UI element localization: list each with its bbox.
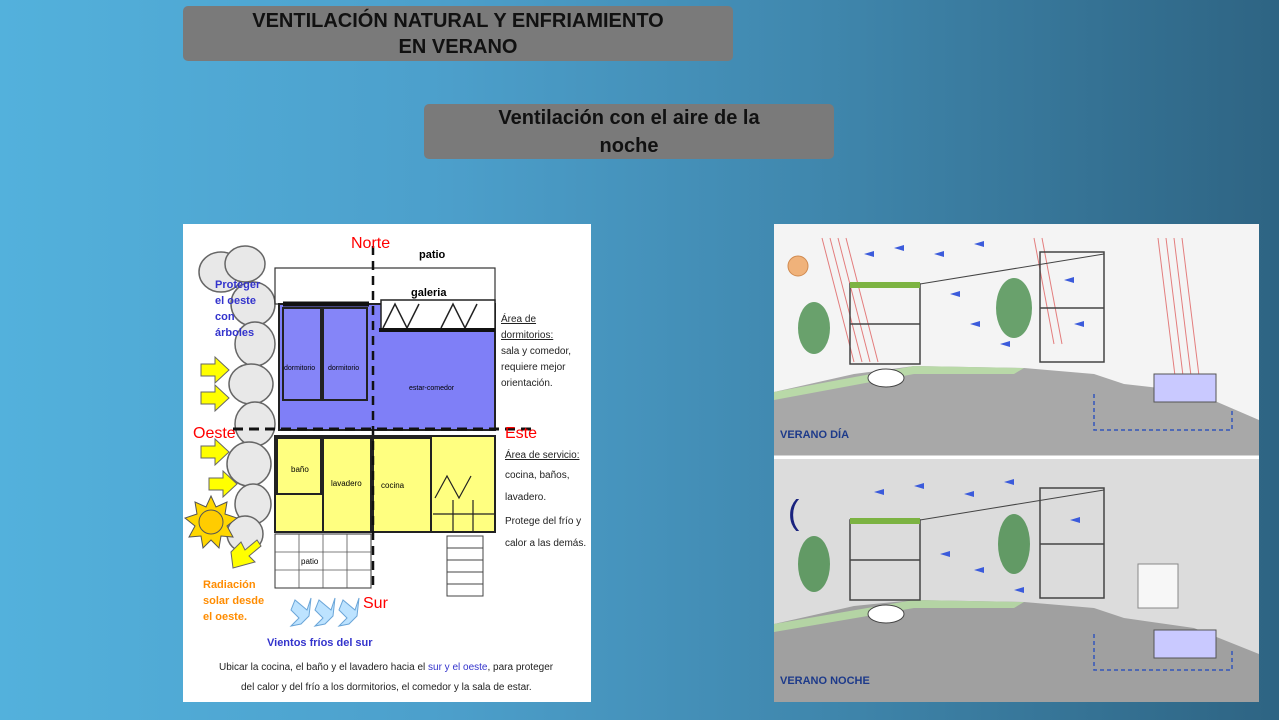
south-wind-arrows xyxy=(291,598,359,626)
label-south: Sur xyxy=(363,595,388,612)
winds-text: Vientos fríos del sur xyxy=(267,637,373,649)
label-galeria: galeria xyxy=(411,287,447,299)
svg-text:requiere mejor: requiere mejor xyxy=(501,362,566,373)
svg-text:orientación.: orientación. xyxy=(501,378,553,389)
label-dormitorio-1: dormitorio xyxy=(284,365,316,372)
area-serv-text xyxy=(505,448,586,549)
floor-plan-svg xyxy=(183,224,591,702)
slide-subtitle xyxy=(424,104,834,159)
caption-line-1: Ubicar la cocina, el baño y el lavadero hacia el sur y el oeste, para proteger xyxy=(219,662,554,673)
moon-icon: ( xyxy=(788,494,800,532)
label-dormitorio-2: dormitorio xyxy=(328,365,360,372)
svg-text:el oeste: el oeste xyxy=(215,295,256,307)
svg-text:Protege del frío y: Protege del frío y xyxy=(505,516,582,527)
label-estar: estar-comedor xyxy=(409,385,455,392)
label-cocina: cocina xyxy=(381,481,405,490)
label-patio-bottom: patio xyxy=(301,557,319,566)
area-dorm-text xyxy=(501,312,571,389)
summer-day-panel xyxy=(774,224,1259,456)
svg-text:Área de servicio:: Área de servicio: xyxy=(505,450,580,461)
svg-text:el oeste.: el oeste. xyxy=(203,611,248,623)
title-line-1: VENTILACIÓN NATURAL Y ENFRIAMIENTO xyxy=(252,9,664,32)
subtitle-line-1: Ventilación con el aire de la xyxy=(498,106,760,129)
svg-text:lavadero.: lavadero. xyxy=(505,492,547,503)
svg-text:con: con xyxy=(215,311,235,323)
patio-top-outline xyxy=(275,268,495,304)
label-summer-night: VERANO NOCHE xyxy=(780,675,870,687)
label-patio-top: patio xyxy=(419,249,446,261)
svg-text:solar desde: solar desde xyxy=(203,595,265,607)
svg-text:calor a las demás.: calor a las demás. xyxy=(505,538,587,549)
radiation-text xyxy=(203,579,264,623)
svg-text:Área de: Área de xyxy=(501,314,537,325)
svg-text:Radiación: Radiación xyxy=(203,579,256,591)
label-summer-day: VERANO DÍA xyxy=(780,429,850,441)
svg-text:dormitorios:: dormitorios: xyxy=(501,330,554,341)
caption-line-2: del calor y del frío a los dormitorios, el comedor y la sala de estar. xyxy=(241,682,532,693)
title-line-2: EN VERANO xyxy=(398,35,518,58)
label-north: Norte xyxy=(351,235,391,252)
label-east: Este xyxy=(505,425,538,442)
svg-text:árboles: árboles xyxy=(215,327,255,339)
svg-text:sala y comedor,: sala y comedor, xyxy=(501,346,572,357)
label-lavadero: lavadero xyxy=(331,479,362,488)
label-bano: baño xyxy=(291,465,309,474)
subtitle-line-2: noche xyxy=(599,134,659,157)
floor-plan-diagram xyxy=(183,224,591,702)
section-svg xyxy=(774,224,1259,702)
svg-text:Proteger: Proteger xyxy=(215,279,261,291)
label-west: Oeste xyxy=(193,425,236,442)
svg-text:cocina, baños,: cocina, baños, xyxy=(505,470,570,481)
slide-title xyxy=(183,6,733,61)
summer-night-panel xyxy=(774,459,1259,702)
section-diagram xyxy=(774,224,1259,702)
